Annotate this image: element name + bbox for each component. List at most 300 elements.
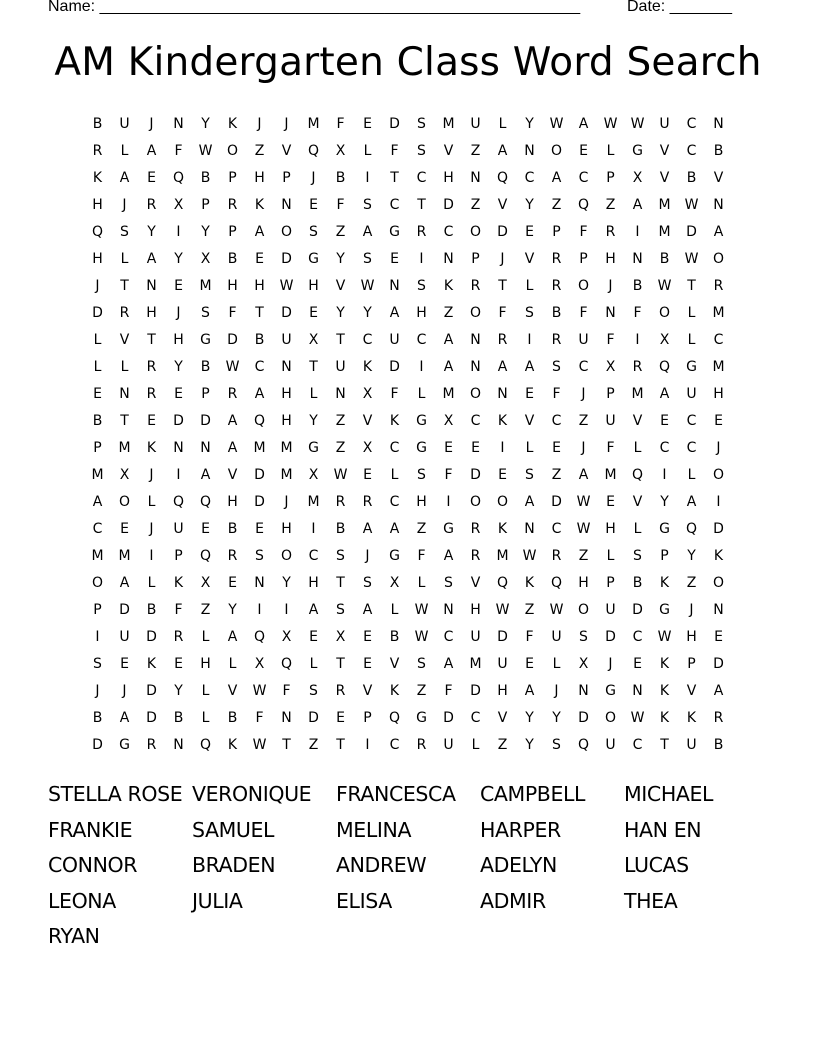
grid-letter: E [363,467,372,483]
grid-row [84,113,732,140]
grid-letter: Z [524,602,535,618]
grid-letter: C [686,116,697,132]
grid-letter: B [227,251,238,267]
word-list-item: VERONIQUE [192,782,312,806]
grid-letter: Z [200,602,211,618]
grid-letter: Q [199,548,212,564]
grid-letter: G [605,683,616,699]
grid-letter: Y [174,683,183,699]
grid-letter: Z [416,521,427,537]
grid-letter: O [469,494,482,510]
grid-letter: Y [525,737,534,753]
grid-letter: R [146,359,157,375]
grid-letter: P [93,602,102,618]
grid-letter: C [632,629,643,645]
grid-letter: T [417,197,426,213]
grid-letter: S [552,737,561,753]
grid-letter: C [389,737,400,753]
grid-letter: L [687,305,696,321]
grid-letter: U [686,386,697,402]
grid-letter: U [470,629,481,645]
word-list-item: THEA [624,888,678,913]
grid-letter: L [120,251,129,267]
word-list-item: LEONA [48,888,116,913]
grid-letter: G [416,413,427,429]
grid-row [84,626,732,653]
grid-letter: N [119,386,130,402]
grid-letter: X [173,197,184,213]
grid-letter: M [712,359,725,375]
word-list-item: LUCAS [624,853,689,877]
grid-letter: G [659,602,670,618]
grid-letter: N [470,332,481,348]
grid-letter: K [713,548,724,564]
word-list-item: HAN EN [624,817,702,842]
grid-letter: D [254,467,265,483]
grid-letter: X [308,332,319,348]
grid-letter: T [336,332,345,348]
grid-letter: U [605,737,616,753]
grid-letter: Y [336,305,345,321]
grid-letter: J [149,521,154,537]
grid-letter: A [713,683,724,699]
grid-letter: I [284,602,289,618]
grid-letter: B [173,710,184,726]
grid-letter: Z [497,737,508,753]
grid-letter: R [551,251,562,267]
word-list-item: ELISA [336,888,392,913]
grid-letter: G [686,359,697,375]
grid-letter: T [390,170,399,186]
grid-letter: B [632,575,643,591]
grid-letter: A [362,602,373,618]
grid-letter: F [498,305,507,321]
grid-letter: T [660,737,669,753]
grid-letter: H [254,278,265,294]
grid-letter: I [365,170,370,186]
grid-letter: D [389,116,400,132]
grid-letter: I [662,467,667,483]
grid-letter: G [389,224,400,240]
grid-letter: A [443,548,454,564]
grid-letter: N [605,305,616,321]
grid-letter: B [551,305,562,321]
grid-letter: A [146,143,157,159]
grid-letter: D [254,494,265,510]
grid-letter: J [149,116,154,132]
grid-row [84,464,732,491]
grid-letter: D [146,629,157,645]
grid-letter: X [362,440,373,456]
grid-letter: V [497,197,508,213]
grid-letter: J [581,386,586,402]
grid-letter: H [713,386,724,402]
grid-letter: Q [91,224,104,240]
grid-row [84,302,732,329]
grid-letter: Q [199,737,212,753]
grid-letter: E [498,467,507,483]
grid-row [84,356,732,383]
grid-letter: L [498,116,507,132]
word-list-item: CAMPBELL [480,782,586,806]
grid-letter: H [686,629,697,645]
grid-letter: H [281,386,292,402]
grid-letter: A [578,116,589,132]
grid-letter: T [120,278,129,294]
grid-letter: V [497,710,508,726]
grid-letter: E [255,521,264,537]
grid-letter: A [362,224,373,240]
grid-letter: F [390,143,399,159]
grid-letter: B [92,413,103,429]
grid-letter: H [92,251,103,267]
grid-row [84,545,732,572]
grid-letter: K [173,575,184,591]
grid-letter: P [606,170,615,186]
grid-letter: Y [174,359,183,375]
grid-letter: X [362,386,373,402]
grid-letter: S [417,467,426,483]
grid-letter: W [684,197,699,213]
grid-letter: J [149,467,154,483]
grid-letter: H [173,332,184,348]
grid-letter: L [309,386,318,402]
grid-letter: I [95,629,100,645]
grid-letter: E [552,440,561,456]
grid-letter: W [549,116,564,132]
grid-letter: H [470,602,481,618]
grid-letter: Q [496,170,509,186]
grid-letter: N [713,602,724,618]
grid-letter: J [95,683,100,699]
grid-letter: E [714,413,723,429]
grid-letter: K [686,710,697,726]
page-title: AM Kindergarten Class Word Search [54,40,762,85]
grid-letter: B [92,116,103,132]
grid-letter: A [497,143,508,159]
grid-letter: E [363,656,372,672]
grid-letter: T [147,332,156,348]
grid-letter: R [551,332,562,348]
grid-letter: A [551,170,562,186]
grid-letter: E [363,116,372,132]
grid-letter: U [605,413,616,429]
grid-letter: Y [525,710,534,726]
grid-letter: K [227,737,238,753]
grid-letter: D [146,683,157,699]
grid-letter: W [522,548,537,564]
grid-letter: M [469,656,482,672]
grid-letter: F [390,386,399,402]
grid-letter: B [92,710,103,726]
grid-letter: E [255,251,264,267]
grid-letter: A [227,413,238,429]
grid-letter: M [442,116,455,132]
word-list-item: CONNOR [48,853,138,877]
grid-letter: B [254,332,265,348]
grid-letter: A [254,224,265,240]
grid-letter: C [443,224,454,240]
grid-letter: Z [335,440,346,456]
grid-letter: U [659,116,670,132]
grid-letter: Y [363,305,372,321]
word-list [48,778,768,956]
grid-letter: C [686,413,697,429]
grid-letter: C [470,413,481,429]
grid-letter: Z [443,305,454,321]
grid-letter: R [227,548,238,564]
grid-letter: E [606,494,615,510]
grid-letter: R [497,332,508,348]
grid-letter: W [657,629,672,645]
grid-letter: Z [578,548,589,564]
grid-letter: E [120,656,129,672]
grid-letter: H [281,521,292,537]
grid-row [84,437,732,464]
grid-letter: N [470,170,481,186]
grid-letter: N [524,143,535,159]
grid-letter: Q [307,143,320,159]
grid-letter: A [443,656,454,672]
grid-letter: E [525,386,534,402]
grid-letter: U [389,332,400,348]
grid-letter: W [252,683,267,699]
grid-letter: F [606,440,615,456]
grid-letter: U [119,629,130,645]
grid-letter: A [146,251,157,267]
grid-letter: U [578,332,589,348]
grid-letter: H [200,656,211,672]
grid-letter: S [336,548,345,564]
grid-letter: P [93,440,102,456]
grid-letter: C [659,440,670,456]
grid-letter: F [417,548,426,564]
grid-row [84,518,732,545]
grid-letter: J [500,251,505,267]
grid-letter: X [659,332,670,348]
grid-letter: B [659,251,670,267]
grid-letter: B [146,602,157,618]
grid-letter: W [684,251,699,267]
grid-letter: U [551,629,562,645]
grid-letter: M [280,440,293,456]
grid-letter: K [659,710,670,726]
grid-letter: A [713,224,724,240]
grid-letter: Y [201,116,210,132]
grid-letter: S [309,683,318,699]
grid-letter: A [119,575,130,591]
grid-letter: M [199,278,212,294]
grid-letter: H [92,197,103,213]
grid-letter: T [120,413,129,429]
grid-letter: B [632,278,643,294]
grid-letter: P [282,170,291,186]
grid-letter: H [254,170,265,186]
grid-letter: U [173,521,184,537]
grid-letter: D [281,251,292,267]
grid-letter: B [200,359,211,375]
grid-letter: Y [552,710,561,726]
grid-letter: K [254,197,265,213]
grid-letter: S [201,305,210,321]
grid-letter: L [687,332,696,348]
grid-letter: J [608,656,613,672]
grid-letter: Q [631,467,644,483]
grid-letter: S [255,548,264,564]
grid-row [84,410,732,437]
grid-letter: X [119,467,130,483]
grid-letter: I [635,332,640,348]
grid-letter: F [336,197,345,213]
grid-letter: G [659,521,670,537]
grid-letter: N [470,359,481,375]
grid-letter: W [576,521,591,537]
grid-letter: Z [254,143,265,159]
grid-letter: L [309,656,318,672]
grid-letter: L [687,467,696,483]
grid-letter: R [470,521,481,537]
grid-letter: Z [470,197,481,213]
grid-row [84,734,732,761]
grid-letter: L [525,278,534,294]
word-list-item: JULIA [192,888,243,913]
grid-letter: U [119,116,130,132]
grid-letter: L [201,629,210,645]
grid-letter: A [524,359,535,375]
grid-letter: R [173,629,184,645]
grid-letter: H [443,170,454,186]
grid-letter: I [419,251,424,267]
grid-letter: O [712,467,725,483]
grid-letter: W [603,116,618,132]
grid-letter: V [281,143,292,159]
grid-letter: L [147,494,156,510]
grid-letter: F [444,683,453,699]
grid-letter: L [93,332,102,348]
grid-letter: I [176,467,181,483]
grid-letter: L [471,737,480,753]
grid-letter: E [336,710,345,726]
grid-letter: M [91,548,104,564]
grid-letter: C [524,170,535,186]
grid-letter: Y [174,251,183,267]
grid-letter: D [200,413,211,429]
grid-letter: S [309,224,318,240]
word-list-item: MICHAEL [624,782,714,806]
grid-letter: S [417,656,426,672]
grid-letter: O [577,278,590,294]
grid-row [84,275,732,302]
grid-letter: I [365,737,370,753]
grid-letter: D [146,710,157,726]
grid-letter: L [201,710,210,726]
grid-letter: E [228,575,237,591]
grid-letter: O [118,494,131,510]
grid-letter: D [497,629,508,645]
grid-row [84,599,732,626]
grid-letter: L [228,656,237,672]
grid-letter: K [497,521,508,537]
grid-letter: O [469,224,482,240]
grid-letter: V [659,170,670,186]
grid-letter: R [146,386,157,402]
grid-letter: A [227,440,238,456]
grid-letter: M [604,467,617,483]
grid-letter: Z [335,224,346,240]
grid-letter: C [416,170,427,186]
grid-letter: Q [496,575,509,591]
grid-letter: I [500,440,505,456]
grid-letter: G [416,440,427,456]
grid-letter: Z [686,575,697,591]
grid-letter: H [416,305,427,321]
grid-letter: N [281,710,292,726]
grid-letter: D [686,224,697,240]
grid-letter: C [416,332,427,348]
grid-letter: Y [525,197,534,213]
grid-letter: M [712,305,725,321]
grid-letter: E [714,629,723,645]
grid-letter: W [414,629,429,645]
grid-letter: C [308,548,319,564]
grid-letter: O [280,224,293,240]
grid-letter: U [470,116,481,132]
grid-row [84,680,732,707]
grid-letter: D [470,683,481,699]
grid-letter: A [200,467,211,483]
grid-letter: N [578,683,589,699]
grid-letter: J [257,116,262,132]
grid-letter: N [281,359,292,375]
grid-letter: B [389,629,400,645]
grid-letter: B [227,710,238,726]
grid-letter: P [363,710,372,726]
grid-letter: E [525,224,534,240]
grid-letter: L [552,656,561,672]
grid-letter: J [554,683,559,699]
grid-letter: Y [687,548,696,564]
grid-letter: D [92,305,103,321]
grid-letter: W [657,278,672,294]
grid-letter: Q [388,710,401,726]
grid-letter: F [228,305,237,321]
grid-letter: B [200,170,211,186]
grid-letter: A [254,386,265,402]
grid-letter: A [578,467,589,483]
grid-letter: R [470,548,481,564]
grid-letter: F [552,386,561,402]
grid-letter: F [606,332,615,348]
grid-letter: M [91,467,104,483]
grid-letter: F [174,143,183,159]
grid-letter: G [443,521,454,537]
header-fields [48,0,748,18]
grid-letter: L [120,359,129,375]
word-list-item: FRANKIE [48,817,133,842]
grid-letter: V [227,467,238,483]
grid-letter: Z [335,413,346,429]
grid-row [84,572,732,599]
grid-letter: N [173,737,184,753]
grid-letter: W [225,359,240,375]
word-list-item: ADMIR [480,888,546,913]
grid-letter: H [227,494,238,510]
grid-letter: Q [253,413,266,429]
grid-letter: P [174,548,183,564]
grid-letter: V [632,413,643,429]
grid-letter: W [495,602,510,618]
grid-row [84,140,732,167]
